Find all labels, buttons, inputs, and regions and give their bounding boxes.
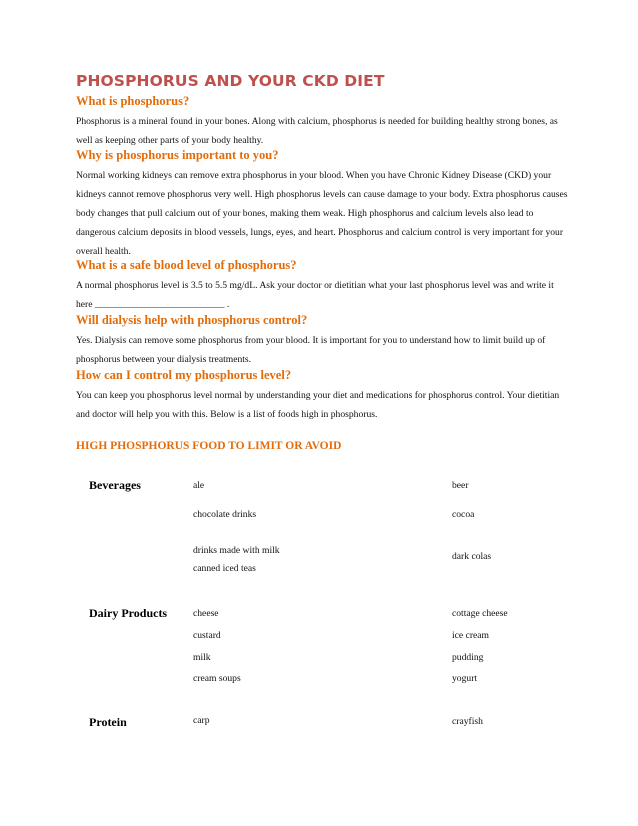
category-beverages: Beverages <box>89 478 141 492</box>
food-item: ice cream <box>452 630 490 641</box>
heading-safe-level: What is a safe blood level of phosphorus? <box>76 258 297 272</box>
heading-control-level: How can I control my phosphorus level? <box>76 368 292 382</box>
heading-why-important: Why is phosphorus important to you? <box>76 148 279 162</box>
paragraph-line: well as keeping other parts of your body healthy. <box>76 135 264 146</box>
paragraph-line: overall health. <box>76 246 131 257</box>
paragraph-line: dangerous calcium deposits in blood vessels, lungs, eyes, and heart. Phosphorus and calcium control is very important for your <box>76 227 564 238</box>
food-item: custard <box>193 630 221 641</box>
food-item: cottage cheese <box>452 608 508 619</box>
food-section-title: HIGH PHOSPHORUS FOOD TO LIMIT OR AVOID <box>76 440 342 452</box>
paragraph-line: here ___________________________ . <box>76 299 230 310</box>
food-item: cocoa <box>452 509 475 520</box>
paragraph-line: phosphorus between your dialysis treatments. <box>76 354 252 365</box>
paragraph-line: You can keep you phosphorus level normal by understanding your diet and medications for phosphorus control. Your dietitian <box>76 390 560 401</box>
paragraph-line: Normal working kidneys can remove extra phosphorus in your blood. When you have Chronic Kidney Disease (CKD) your <box>76 170 552 181</box>
food-item: ale <box>193 480 205 491</box>
food-item: carp <box>193 715 210 726</box>
heading-dialysis: Will dialysis help with phosphorus control? <box>76 313 308 327</box>
food-item: cream soups <box>193 673 241 684</box>
food-item: milk <box>193 652 211 663</box>
paragraph-dialysis <box>76 331 566 369</box>
food-item: crayfish <box>452 716 483 727</box>
category-protein: Protein <box>89 715 127 729</box>
food-item: pudding <box>452 652 484 663</box>
paragraph-what-is-phosphorus <box>76 112 566 150</box>
food-item: canned iced teas <box>193 563 256 574</box>
food-item: beer <box>452 480 469 491</box>
paragraph-control-level <box>76 386 566 424</box>
food-item: yogurt <box>452 673 478 684</box>
paragraph-safe-level <box>76 276 566 314</box>
food-item: cheese <box>193 608 219 619</box>
page-title: PHOSPHORUS AND YOUR CKD DIET <box>76 72 385 90</box>
paragraph-line: Yes. Dialysis can remove some phosphorus from your blood. It is important for you to understand how to limit build up of <box>76 335 546 346</box>
heading-what-is-phosphorus: What is phosphorus? <box>76 94 190 108</box>
paragraph-line: and doctor will help you with this. Below is a list of foods high in phosphorus. <box>76 409 378 420</box>
paragraph-line: Phosphorus is a mineral found in your bones. Along with calcium, phosphorus is needed for building healthy strong bones, as <box>76 116 558 127</box>
paragraph-line: body changes that pull calcium out of your bones, making them weak. High phosphorus and calcium levels also lead to <box>76 208 534 219</box>
food-item: chocolate drinks <box>193 509 257 520</box>
paragraph-line: kidneys cannot remove phosphorus very well. High phosphorus levels can cause damage to your body. Extra phosphorus causes <box>76 189 568 200</box>
category-dairy-products: Dairy Products <box>89 606 168 620</box>
paragraph-line: A normal phosphorus level is 3.5 to 5.5 mg/dL. Ask your doctor or dietitian what your last phosphorus level was and write it <box>76 280 554 291</box>
food-item: drinks made with milk <box>193 545 280 556</box>
paragraph-why-important <box>76 166 566 261</box>
food-item: dark colas <box>452 551 492 562</box>
